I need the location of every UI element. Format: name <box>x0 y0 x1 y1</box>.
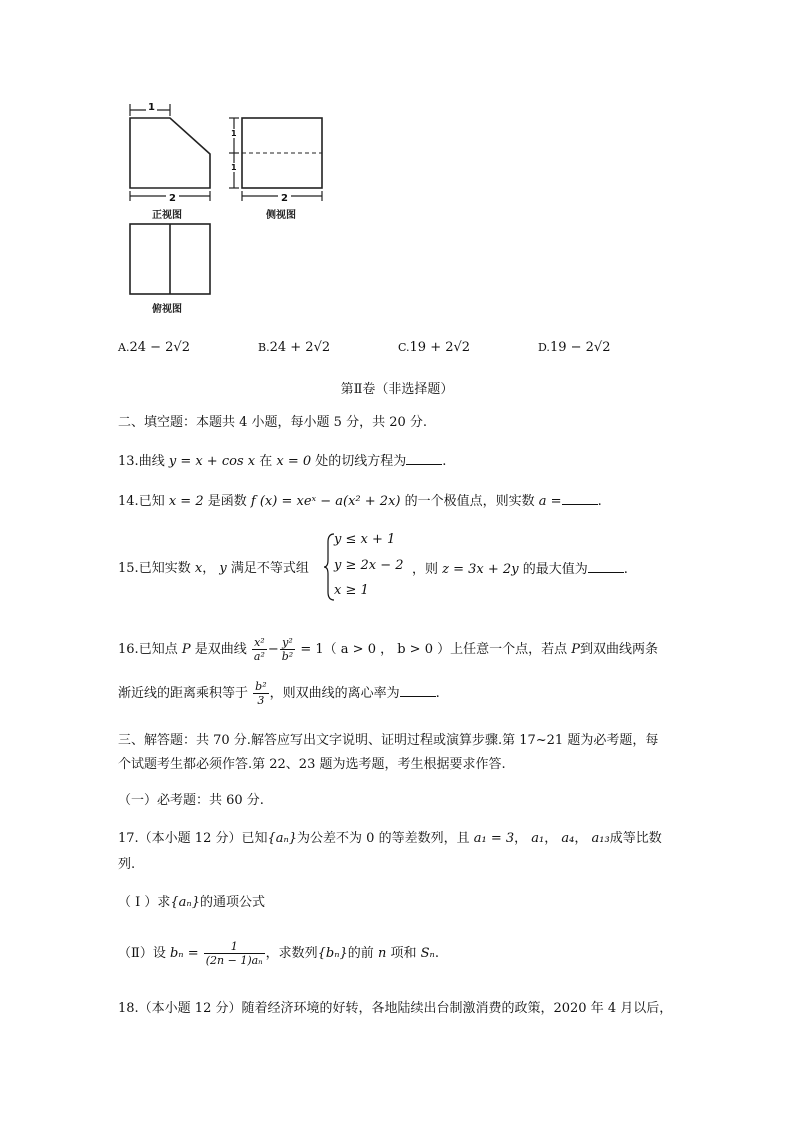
fraction-y2-b2: $\frac{\text{y²}}{\text{b²}}$ <box>281 636 294 663</box>
question-17-line-2: 列. <box>118 857 136 872</box>
dim-side-left-b: 1 <box>231 163 237 172</box>
solve-header-line-1: 三、解答题：共 70 分.解答应写出文字说明、证明过程或演算步骤.第 17~21 题为必考题，每 <box>118 733 659 748</box>
inequality-system <box>324 532 424 602</box>
inequality-row-2: y ≥ 2x − 2 <box>334 558 404 573</box>
answer-blank <box>406 452 442 465</box>
question-15: 15.已知实数 x， y 满足不等式组 <box>118 561 309 576</box>
dim-front-top: 1 <box>148 102 155 113</box>
question-13: 13.曲线 y = x + cos x 在 x = 0 处的切线方程为 . <box>118 454 447 469</box>
dim-side-left-a: 1 <box>231 129 237 138</box>
top-view-caption: 俯视图 <box>152 304 182 315</box>
front-view-shape <box>130 118 210 188</box>
option-d: D.19 − 2√2 <box>538 340 611 355</box>
front-view-caption: 正视图 <box>152 210 182 221</box>
fraction-bn: $\frac{1}{\text{(2n − 1)aₙ}}$ <box>205 940 263 967</box>
option-c: C.19 + 2√2 <box>398 340 471 355</box>
required-header: （一）必考题：共 60 分. <box>118 793 264 808</box>
inequality-row-1: y ≤ x + 1 <box>334 532 396 547</box>
question-15-tail: ，则 z = 3x + 2y 的最大值为 . <box>412 562 628 577</box>
section-title: 第Ⅱ卷（非选择题） <box>340 382 454 397</box>
option-b: B.24 + 2√2 <box>258 340 331 355</box>
question-16-line-2: 渐近线的距离乘积等于 $\frac{\text{b²}}{3}$ ，则双曲线的离心率为 . <box>118 680 440 707</box>
dim-side-bottom: 2 <box>278 193 291 204</box>
solve-header-line-2: 个试题考生都必须作答.第 22、23 题为选考题，考生根据要求作答. <box>118 757 506 772</box>
option-a: A.24 − 2√2 <box>118 340 190 355</box>
side-view-caption: 侧视图 <box>266 210 296 221</box>
question-18: 18.（本小题 12 分）随着经济环境的好转，各地陆续出台制激消费的政策，2020 年 4 月以后， <box>118 1001 673 1016</box>
answer-blank <box>562 492 598 505</box>
answer-options <box>118 340 738 362</box>
side-view-shape <box>242 118 322 188</box>
question-14: 14.已知 x = 2 是函数 f (x) = xeˣ − a(x² + 2x) 的一个极值点，则实数 a = . <box>118 494 602 509</box>
answer-blank <box>588 560 624 573</box>
dim-front-bottom: 2 <box>166 193 179 204</box>
fraction-x2-a2: $\frac{\text{x²}}{\text{a²}}$ <box>253 636 265 663</box>
answer-blank <box>400 684 436 697</box>
fill-in-header: 二、填空题：本题共 4 小题，每小题 5 分，共 20 分. <box>118 415 428 430</box>
question-16: 16.已知点 P 是双曲线 $\frac{\text{x²}}{\text{a²}}$ − $\frac{\text{y²}}{\text{b²}}$ = 1（ a > 0 ， b > 0 ）上任意一个点，若点 P到双曲线两条 <box>118 636 659 663</box>
question-17: 17.（本小题 12 分）已知{aₙ}为公差不为 0 的等差数列，且 a₁ = 3， a₁， a₄， a₁₃成等比数 <box>118 831 662 846</box>
three-views-figure <box>112 96 352 316</box>
fraction-b2-3: $\frac{\text{b²}}{3}$ <box>255 680 267 707</box>
inequality-row-3: x ≥ 1 <box>334 583 369 598</box>
question-17-part-1: （ I ）求{aₙ}的通项公式 <box>118 895 265 910</box>
question-17-part-2: （Ⅱ）设 bₙ = $\frac{1}{\text{(2n − 1)aₙ}}$ ，求数列{bₙ}的前 n 项和 Sₙ. <box>118 940 439 967</box>
